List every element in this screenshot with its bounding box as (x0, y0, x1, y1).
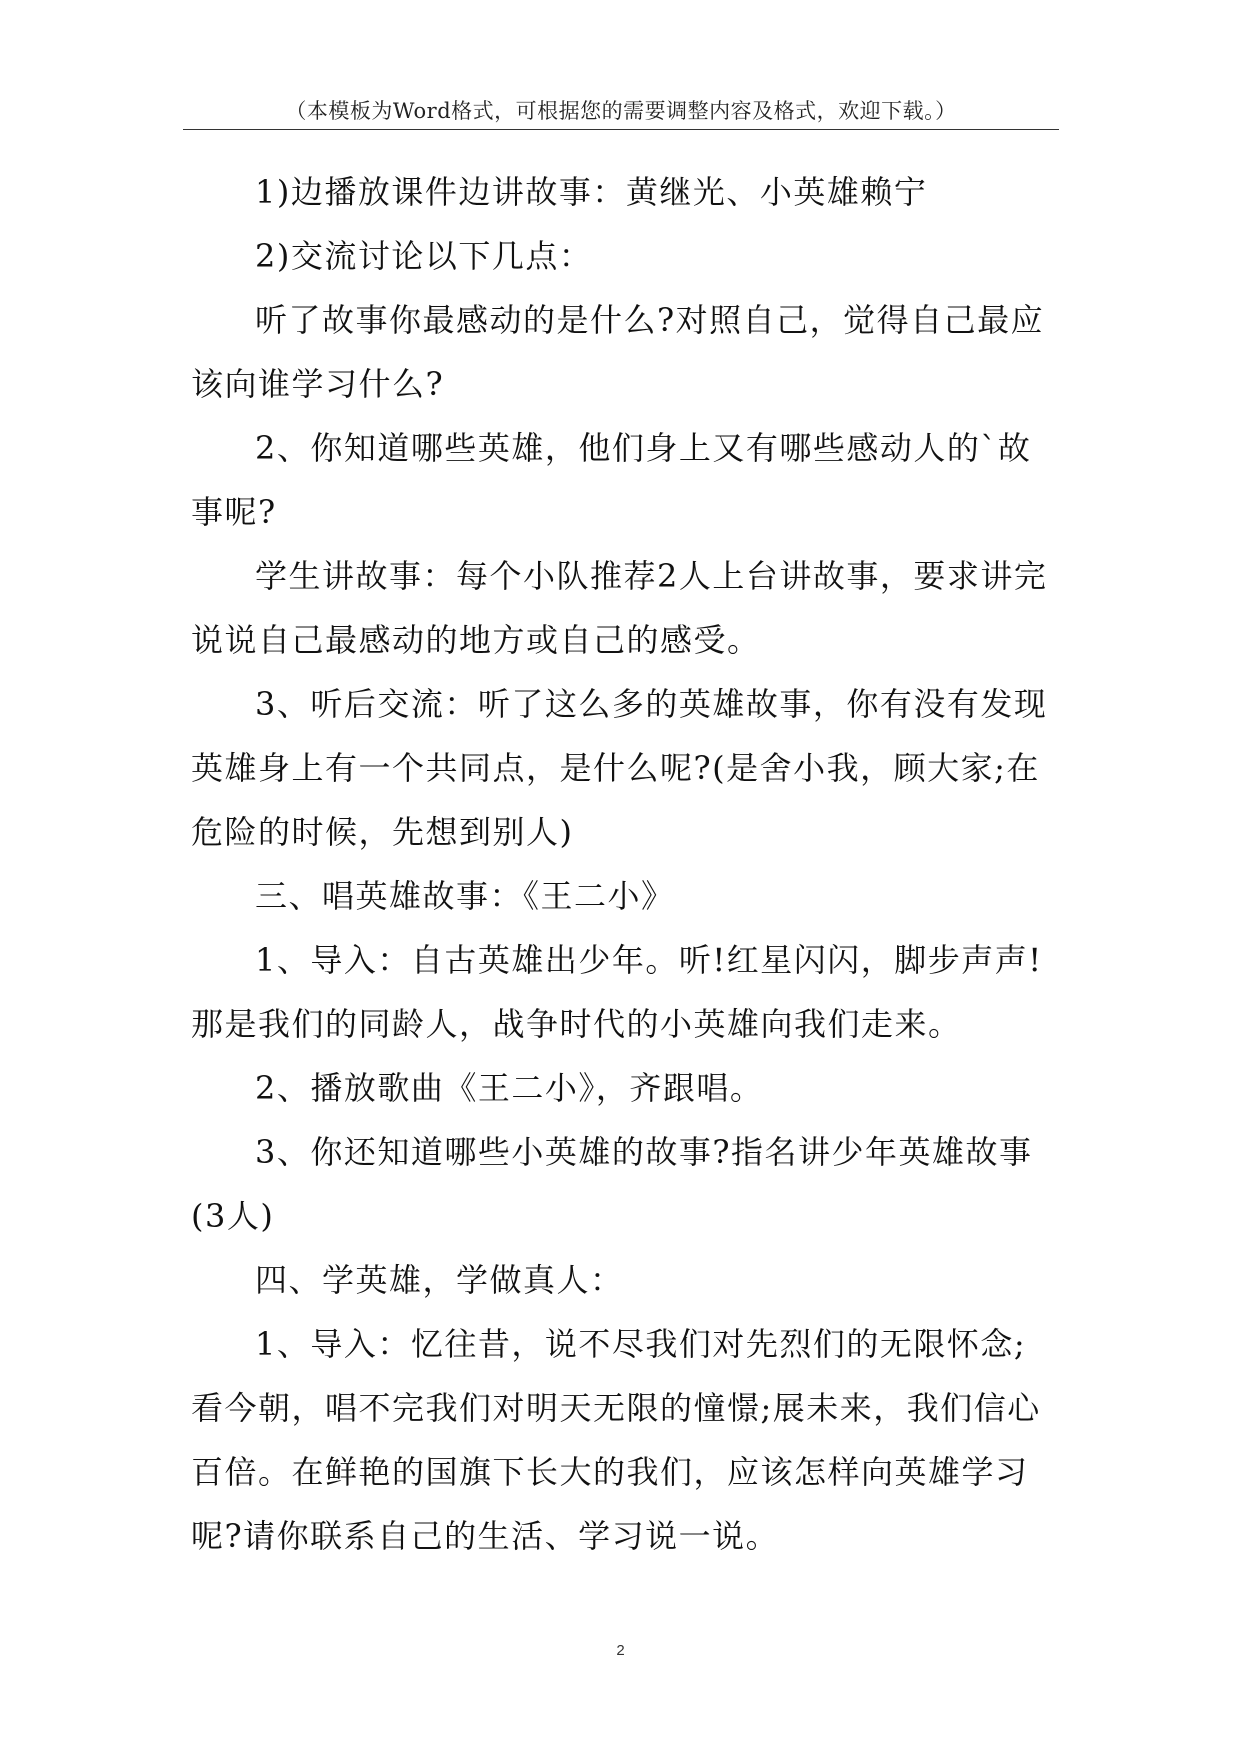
paragraph: 1)边播放课件边讲故事：黄继光、小英雄赖宁 (255, 173, 928, 211)
paragraph: 2、播放歌曲《王二小》，齐跟唱。 (255, 1069, 764, 1107)
paragraph: 3、听后交流：听了这么多的英雄故事，你有没有发现英雄身上有一个共同点，是什么呢?(是舍小我，顾大家;在危险的时候，先想到别人) (191, 685, 1048, 851)
paragraph: 3、你还知道哪些小英雄的故事?指名讲少年英雄故事(3人) (191, 1133, 1033, 1235)
paragraph: 1、导入：自古英雄出少年。听!红星闪闪，脚步声声!那是我们的同龄人，战争时代的小英雄向我们走来。 (191, 941, 1043, 1043)
paragraph: 2、你知道哪些英雄，他们身上又有哪些感动人的`故事呢? (191, 429, 1032, 531)
paragraph: 1、导入：忆往昔，说不尽我们对先烈们的无限怀念;看今朝，唱不完我们对明天无限的憧憬;展未来，我们信心百倍。在鲜艳的国旗下长大的我们，应该怎样向英雄学习呢?请你联系自己的生活、学习说一说。 (191, 1325, 1041, 1555)
document-body (191, 160, 1051, 1568)
paragraph: 学生讲故事：每个小队推荐2人上台讲故事，要求讲完说说自己最感动的地方或自己的感受。 (191, 557, 1048, 659)
header-note: （本模板为Word格式，可根据您的需要调整内容及格式，欢迎下载。） (285, 99, 957, 123)
page-number: 2 (616, 1642, 625, 1659)
header-divider (183, 129, 1059, 130)
paragraph: 2)交流讨论以下几点： (255, 237, 593, 275)
section-heading: 四、学英雄，学做真人： (255, 1261, 624, 1299)
section-heading: 三、唱英雄故事：《王二小》 (255, 877, 675, 915)
paragraph: 听了故事你最感动的是什么?对照自己，觉得自己最应该向谁学习什么? (191, 301, 1045, 403)
